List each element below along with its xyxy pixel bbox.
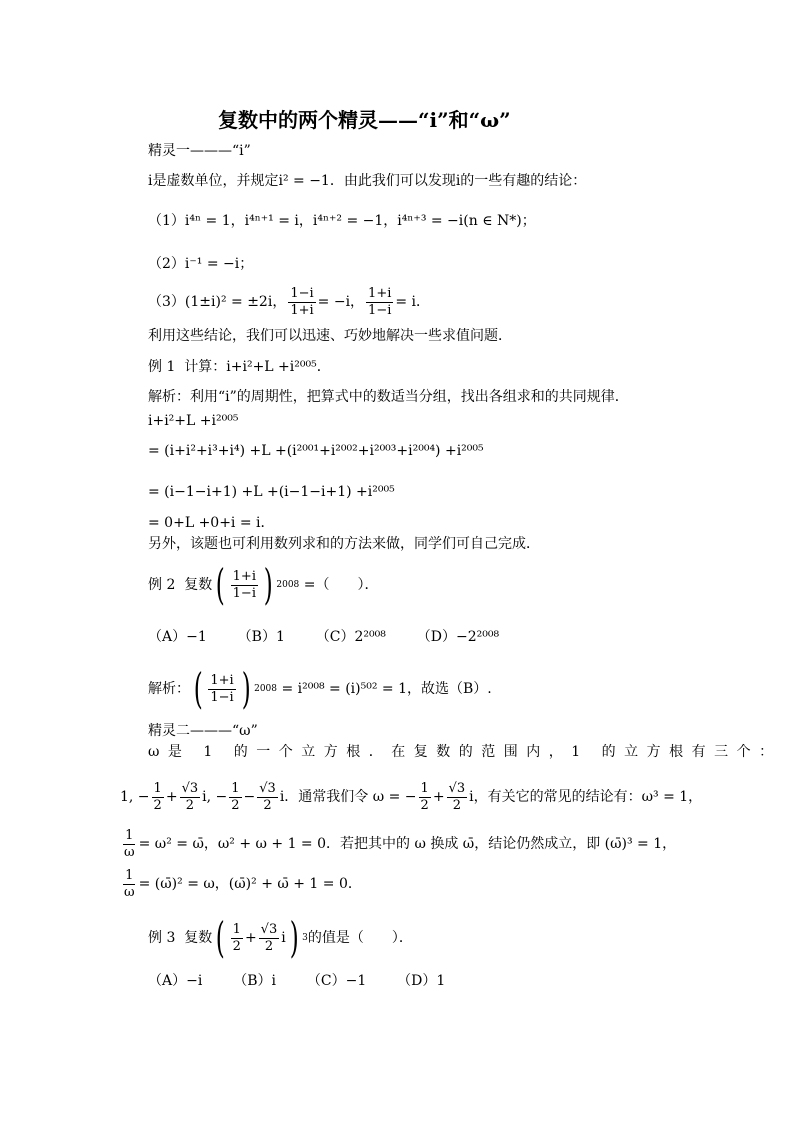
solution-2-label: 解析： [148, 681, 190, 697]
frac-half-3-num: 1 [420, 780, 429, 796]
omega-line-2 [120, 777, 702, 817]
conclusion-3-part1: (1±i)² = ±2i， [184, 294, 287, 310]
fraction-1 [288, 286, 315, 319]
example-2-den: 1−i [232, 585, 256, 601]
frac-sqrt3-2-num: √3 [259, 780, 276, 796]
solution-1-note: 另外，该题也可利用数列求和的方法来做，同学们可自己完成． [148, 536, 540, 552]
omega-l2-f: + [432, 789, 445, 805]
example-3-tail: 的值是（ ）． [307, 930, 413, 946]
solution-2-expression: ( $\frac{1+i}{1-i}$ ) 2008 [193, 664, 278, 713]
conclusion-1-label: （1） [148, 213, 185, 229]
option-d: （D）−2²⁰⁰⁸ [416, 629, 500, 645]
frac-one-over-omega-1-num: 1 [125, 827, 134, 843]
omega-line-4 [120, 864, 362, 904]
example-3-frac-1-num: 1 [232, 921, 241, 937]
frac-one-over-omega-1-den: ω [124, 844, 135, 860]
option-3c: （C）−1 [306, 973, 367, 989]
frac-sqrt3-3-num: √3 [448, 780, 466, 796]
fraction-1-num: 1−i [290, 285, 314, 301]
example-2-label: 例 2 [148, 577, 176, 593]
frac-half-2-den: 2 [231, 797, 240, 813]
omega-l2-e: i．通常我们令 ω = − [279, 789, 417, 805]
example-2-word: 复数 [184, 577, 213, 593]
option-c: （C）2²⁰⁰⁸ [315, 629, 386, 645]
fraction-2-num: 1+i [368, 285, 392, 301]
section-heading-i: 精灵一———“i” [148, 143, 251, 159]
omega-line-3 [120, 824, 676, 864]
solution-2-den: 1−i [210, 689, 234, 705]
conclusion-3-label: （3） [148, 294, 185, 310]
solution-2 [148, 664, 492, 713]
example-3-options [148, 972, 445, 990]
conclusion-3-eq1: = −i， [317, 294, 365, 310]
frac-sqrt3-2-den: 2 [263, 797, 272, 813]
solution-1-line-3: = (i−1−i+1) +L +(i−1−i+1) +i²⁰⁰⁵ [148, 484, 395, 500]
example-3-frac-2-den: 2 [264, 938, 274, 954]
conclusion-2 [148, 255, 253, 273]
frac-sqrt3-1-den: 2 [185, 797, 194, 813]
example-3-word: 复数 [184, 930, 213, 946]
frac-half-2-num: 1 [231, 780, 240, 796]
example-2-tail: =（ ）． [303, 577, 379, 593]
frac-half-1-num: 1 [153, 780, 162, 796]
frac-half-1 [152, 781, 164, 814]
solution-2-num: 1+i [210, 672, 234, 688]
frac-half-3 [419, 781, 431, 814]
example-1-text: 计算：i+i²+L +i²⁰⁰⁵． [184, 359, 331, 375]
example-2-fraction [231, 569, 258, 602]
solution-1-line-1: i+i²+L +i²⁰⁰⁵ [148, 413, 239, 429]
frac-half-1-den: 2 [153, 797, 162, 813]
frac-one-over-omega-1 [122, 828, 137, 861]
frac-sqrt3-3-den: 2 [452, 797, 461, 813]
example-3-label: 例 3 [148, 930, 176, 946]
solution-2-fraction [208, 673, 235, 706]
frac-one-over-omega-2 [122, 868, 137, 901]
conclusion-3-eq2: = i． [395, 294, 431, 310]
example-3-frac-1 [231, 922, 243, 955]
example-3-frac-2-num: √3 [260, 921, 278, 937]
conclusion-2-text: i⁻¹ = −i； [184, 256, 254, 272]
option-3b: （B）i [233, 973, 276, 989]
omega-line-1: ω是 1 的一个立方根．在复数的范围内，1 的立方根有三个： [148, 744, 782, 760]
example-2-options [148, 628, 499, 646]
solution-1-line-2: = (i+i²+i³+i⁴) +L +(i²⁰⁰¹+i²⁰⁰²+i²⁰⁰³+i²⁰⁰⁴) +i²⁰⁰⁵ [148, 443, 484, 459]
option-b: （B）1 [237, 629, 285, 645]
option-3a: （A）−i [148, 973, 203, 989]
frac-half-3-den: 2 [420, 797, 429, 813]
frac-sqrt3-1-num: √3 [181, 780, 199, 796]
example-3-expression: ( $\frac{1}{2}$ + $\frac{√3}{2}$ i ) 3 [215, 913, 308, 962]
omega-l4-text: = (ω̄)² = ω，(ω̄)² + ω̄ + 1 = 0． [138, 876, 362, 892]
conclusion-1-text: i⁴ⁿ = 1，i⁴ⁿ⁺¹ = i，i⁴ⁿ⁺² = −1，i⁴ⁿ⁺³ = −i(n ∈ N*)； [184, 213, 536, 229]
frac-half-2 [229, 781, 241, 814]
omega-l3-text: = ω² = ω̄，ω² + ω + 1 = 0．若把其中的 ω 换成 ω̄，结论仍然成立，即 (ω̄)³ = 1， [138, 836, 677, 852]
usage-text: 利用这些结论，我们可以迅速、巧妙地解决一些求值问题． [148, 328, 512, 344]
section-heading-omega: 精灵二———“ω” [148, 723, 258, 739]
example-2-num: 1+i [232, 568, 256, 584]
page-title: 复数中的两个精灵——“i”和“ω” [218, 108, 511, 132]
solution-2-tail: = i²⁰⁰⁸ = (i)⁵⁰² = 1，故选（B）. [281, 681, 492, 697]
frac-one-over-omega-2-num: 1 [125, 867, 134, 883]
frac-sqrt3-2 [257, 781, 278, 814]
omega-l2-g: i，有关它的常见的结论有：ω³ = 1， [469, 789, 703, 805]
example-2 [148, 560, 379, 609]
fraction-2-den: 1−i [368, 302, 392, 318]
conclusion-3 [148, 284, 430, 320]
fraction-2 [366, 286, 393, 319]
omega-l2-a: 1, − [120, 789, 150, 805]
conclusion-1 [148, 212, 536, 230]
fraction-1-den: 1+i [290, 302, 314, 318]
frac-one-over-omega-2-den: ω [124, 884, 135, 900]
solution-1-intro: 解析：利用“i”的周期性，把算式中的数适当分组，找出各组求和的共同规律． [148, 389, 629, 405]
option-3d: （D）1 [397, 973, 446, 989]
frac-sqrt3-3 [447, 781, 468, 814]
example-1 [148, 358, 331, 376]
example-3-frac-1-den: 2 [232, 938, 241, 954]
example-3 [148, 913, 413, 962]
example-2-expression: ( $\frac{1+i}{1-i}$ ) 2008 [215, 560, 300, 609]
example-3-i: i [281, 930, 286, 946]
intro-text: i是虚数单位，并规定i² = −1．由此我们可以发现i的一些有趣的结论： [148, 173, 587, 189]
solution-1-line-4: = 0+L +0+i = i． [148, 515, 275, 531]
omega-l2-d: − [243, 789, 256, 805]
omega-l2-b: + [165, 789, 178, 805]
option-a: （A）−1 [148, 629, 207, 645]
frac-sqrt3-1 [180, 781, 201, 814]
conclusion-2-label: （2） [148, 256, 185, 272]
example-3-plus: + [244, 930, 257, 946]
omega-l2-c: i, − [202, 789, 228, 805]
example-3-frac-2 [259, 922, 280, 955]
example-1-label: 例 1 [148, 359, 176, 375]
